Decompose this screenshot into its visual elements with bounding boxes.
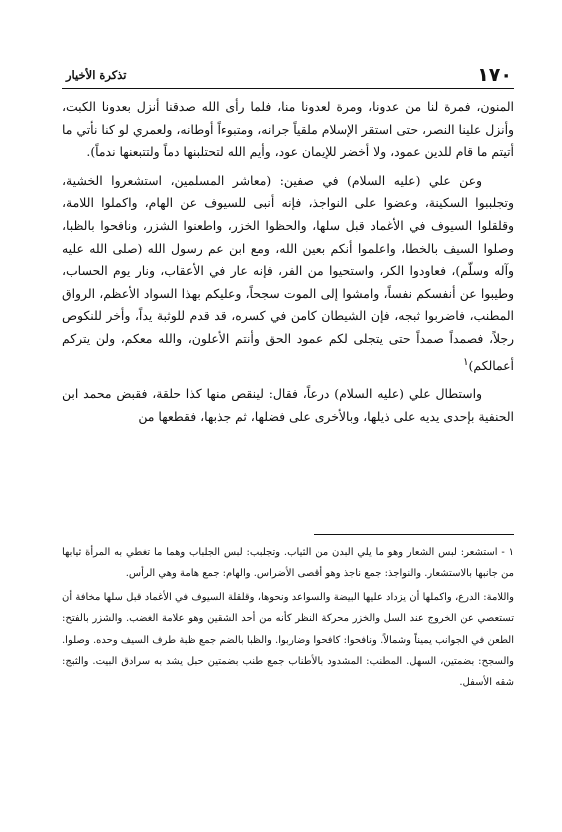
footnotes — [62, 542, 514, 694]
page-header — [62, 60, 514, 89]
footnote-reference: ١ — [462, 355, 469, 368]
main-text — [62, 96, 514, 428]
footnote: ١ - استشعر: لبس الشعار وهو ما يلي البدن من الثياب. وتجلبب: لبس الجلباب وهما ما تغطي به المرأة ثيابها من جانبها بالاستشعار. والنواجذ: جمع ناجذ وهو أقصى الأضراس. والهام: جمع هامة وهي الرأس. — [62, 547, 514, 580]
paragraph-text: وعن علي (عليه السلام) في صفين: (معاشر المسلمين، استشعروا الخشية، وتجلببوا السكينة، وعضوا على النواجذ، فإنه أنبى للسيوف عن الهام، واكملوا اللامة، وقلقلوا السيوف في الأغماد قبل سلها، والحظوا الخزر، واطعنوا الشزر، ونافحوا بالظبا، وصلوا السيف بالخطا، واعلموا أنكم بعين الله، ومع ابن عم رسول الله (صلى الله عليه وآله وسلّم)، فعاودوا الكر، واستحيوا من الفر، فإنه عار في الأعقاب، ونار يوم الحساب، وطيبوا عن أنفسكم نفساً، وامشوا إلى الموت سجحاً، وعليكم بهذا السواد الأعظم، الرواق المطنب، فاضربوا ثبجه، فإن الشيطان كامن في كسره، قد قدم للوثبة يداً، وأخر للنكوص رجلاً، فصمداً صمداً حتى يتجلى لكم عمود الحق وأنتم الأعلون، والله معكم، ولن يتركم أعمالكم) — [62, 172, 514, 373]
paragraph — [62, 170, 514, 377]
paragraph: واستطال علي (عليه السلام) درعاً، فقال: لينقص منها كذا حلقة، فقبض محمد ابن الحنفية بإحدى يديه على ذيلها، وبالأخرى على فضلها، ثم جذبها، فقطعها من — [62, 386, 514, 424]
page-number: ١٧٠ — [477, 64, 512, 86]
footnote-continuation: واللامة: الدرع، واكملها أن يزداد عليها البيضة والسواعد ونحوها، وقلقلة السيوف في الأغماد قبل سلها مخافة أن تستعصي عن الخروج عند السل والخزر محركة النظر كأنه من أحد الشقين وهو علامة الغضب. والشزر بالفتح: الطعن في الجوانب يميناً وشمالاً. ونافحوا: كافحوا وضاربوا. والظبا بالضم جمع ظبة طرف السيف وحده. وصلوا. والسجح: بضمتين، السهل. المطنب: المشدود بالأطناب جمع طنب بضمتين حبل يشد به سرادق البيت. والثبج: شقه الأسفل. — [62, 591, 514, 689]
footnote-separator — [314, 534, 514, 535]
paragraph: المنون، فمرة لنا من عدونا، ومرة لعدونا منا، فلما رأى الله صدقنا أنزل بعدونا الكبت، وأنزل علينا النصر، حتى استقر الإسلام ملقياً جرانه، ومتبوءاً أوطانه، ولعمري لو كنا نأتي ما أتيتم ما قام للدين عمود، ولا أخضر للإيمان عود، وأيم الله لتحتلبنها دماً ولتتبعنها ندماً). — [62, 99, 514, 160]
running-title: تذكرة الأخيار — [66, 68, 127, 82]
